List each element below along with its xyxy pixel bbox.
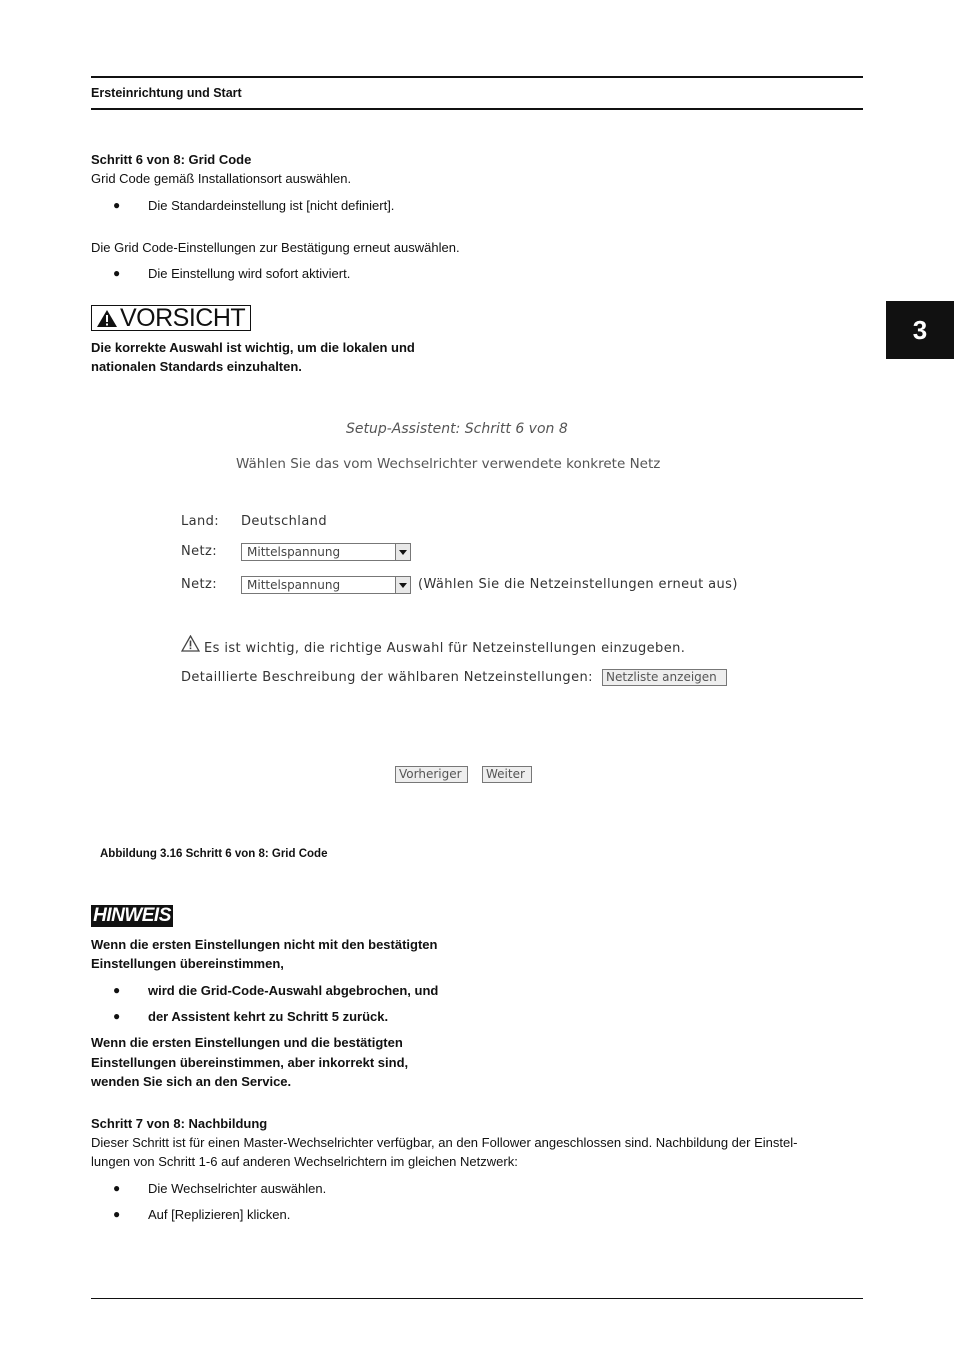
wizard-subtitle: Wählen Sie das vom Wechselrichter verwendete konkrete Netz — [236, 456, 661, 472]
notice-line2: Einstellungen übereinstimmen, — [91, 956, 284, 971]
netz2-label: Netz: — [181, 577, 218, 592]
section6-heading: Schritt 6 von 8: Grid Code — [91, 152, 252, 167]
notice-line1: Wenn die ersten Einstellungen nicht mit den bestätigten — [91, 937, 438, 952]
warning-triangle-icon — [96, 309, 118, 328]
section6-bullet2: Die Einstellung wird sofort aktiviert. — [148, 266, 351, 281]
section6-intro: Grid Code gemäß Installationsort auswählen. — [91, 171, 352, 186]
notice-line4: Einstellungen übereinstimmen, aber inkorrekt sind, — [91, 1055, 409, 1070]
notice-bullet1: wird die Grid-Code-Auswahl abgebrochen, und — [148, 983, 439, 998]
caution-label-box — [91, 305, 251, 331]
chevron-down-icon[interactable] — [395, 577, 410, 593]
section6-bullet1: Die Standardeinstellung ist [nicht definiert]. — [148, 198, 395, 213]
section6-para2: Die Grid Code-Einstellungen zur Bestätigung erneut auswählen. — [91, 240, 460, 255]
caution-label: VORSICHT — [120, 304, 246, 332]
show-list-button[interactable]: Netzliste anzeigen — [602, 669, 727, 686]
section7-heading: Schritt 7 von 8: Nachbildung — [91, 1116, 268, 1131]
bullet-dot: ● — [113, 198, 121, 212]
land-label: Land: — [181, 514, 220, 529]
bullet-dot: ● — [113, 983, 121, 997]
netz2-select[interactable] — [241, 576, 411, 594]
bullet-dot: ● — [113, 1207, 121, 1221]
header-title: Ersteinrichtung und Start — [91, 86, 242, 100]
figure-caption: Abbildung 3.16 Schritt 6 von 8: Grid Code — [100, 848, 328, 860]
notice-bullet2: der Assistent kehrt zu Schritt 5 zurück. — [148, 1009, 389, 1024]
section7-bullet2: Auf [Replizieren] klicken. — [148, 1207, 291, 1222]
caution-line1: Die korrekte Auswahl ist wichtig, um die lokalen und — [91, 340, 415, 355]
chevron-down-icon[interactable] — [395, 544, 410, 560]
footer-rule — [91, 1298, 863, 1299]
warning-text: Es ist wichtig, die richtige Auswahl für Netzeinstellungen einzugeben. — [204, 641, 686, 656]
netz2-hint: (Wählen Sie die Netzeinstellungen erneut aus) — [418, 577, 738, 592]
header-top-rule — [91, 76, 863, 78]
notice-line5: wenden Sie sich an den Service. — [91, 1074, 292, 1089]
next-button[interactable]: Weiter — [482, 766, 532, 783]
detail-label: Detaillierte Beschreibung der wählbaren Netzeinstellungen: — [181, 670, 593, 685]
netz1-select-value: Mittelspannung — [247, 545, 341, 559]
notice-line3: Wenn die ersten Einstellungen und die bestätigten — [91, 1035, 403, 1050]
section7-line2: lungen von Schritt 1-6 auf anderen Wechselrichtern im gleichen Netzwerk: — [91, 1154, 518, 1169]
land-value: Deutschland — [241, 514, 327, 529]
bullet-dot: ● — [113, 1181, 121, 1195]
caution-line2: nationalen Standards einzuhalten. — [91, 359, 302, 374]
chapter-tab: 3 — [886, 301, 954, 359]
section7-bullet1: Die Wechselrichter auswählen. — [148, 1181, 327, 1196]
netz2-select-value: Mittelspannung — [247, 578, 341, 592]
notice-label: HINWEIS — [91, 905, 173, 927]
netz1-select[interactable] — [241, 543, 411, 561]
bullet-dot: ● — [113, 266, 121, 280]
header-bottom-rule — [91, 108, 863, 110]
netz1-label: Netz: — [181, 544, 218, 559]
warning-icon — [181, 635, 200, 655]
wizard-title: Setup-Assistent: Schritt 6 von 8 — [346, 421, 568, 437]
previous-button[interactable]: Vorheriger — [395, 766, 468, 783]
bullet-dot: ● — [113, 1009, 121, 1023]
section7-line1: Dieser Schritt ist für einen Master-Wechselrichter verfügbar, an den Follower angeschlossen sind. Nachbildung der Einstel- — [91, 1135, 798, 1150]
